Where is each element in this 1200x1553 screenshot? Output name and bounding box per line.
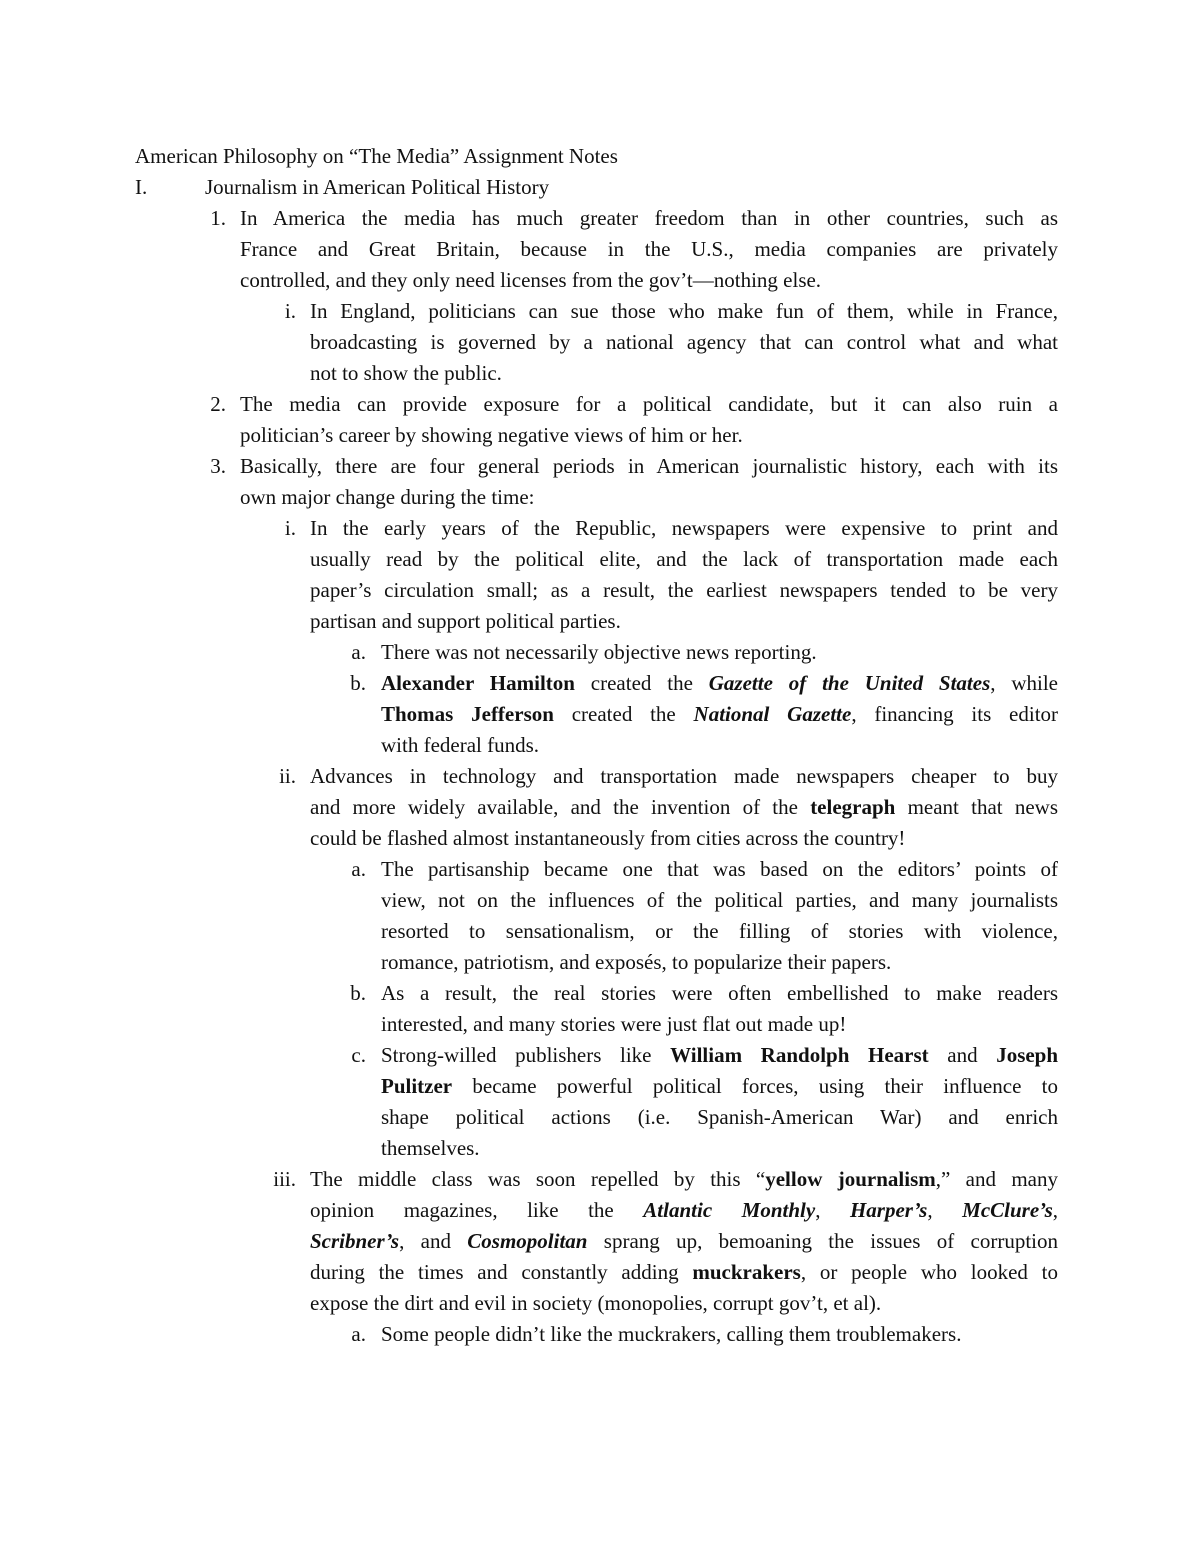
bold-italic-title: Scribner’s: [310, 1229, 400, 1253]
item3-i-line2: usually read by the political elite, and the lack of transportation made each: [310, 547, 1058, 571]
inline-text: and more widely available, and the invention of the: [310, 795, 798, 819]
item3-iii-line1: [310, 1164, 1058, 1195]
item3-i-b-line2: [381, 699, 1058, 730]
list-marker: i.: [284, 299, 296, 323]
item3-ii-c-line3: shape political actions (i.e. Spanish-American War) and enrich: [381, 1105, 1058, 1129]
inline-text: , financing its editor: [851, 702, 1059, 726]
item2-line1: The media can provide exposure for a political candidate, but it can also ruin a: [240, 392, 1058, 416]
list-marker: b.: [350, 981, 366, 1005]
list-marker: b.: [350, 671, 366, 695]
bold-italic-title: McClure’s: [962, 1198, 1053, 1222]
inline-text: created the: [571, 702, 676, 726]
list-marker: 2.: [210, 392, 226, 416]
list-marker: iii.: [273, 1167, 296, 1191]
bold-italic-title: Gazette of the United States: [708, 671, 991, 695]
item1-i-line1: In England, politicians can sue those who make fun of them, while in France,: [310, 299, 1058, 323]
bold-italic-title: Cosmopolitan: [467, 1229, 588, 1253]
item1-line2: France and Great Britain, because in the U.S., media companies are privately: [240, 237, 1058, 261]
bold-name: Thomas Jefferson: [381, 702, 554, 726]
item3-iii-line5: expose the dirt and evil in society (monopolies, corrupt gov’t, et al).: [310, 1291, 882, 1315]
bold-term: telegraph: [810, 795, 896, 819]
inline-text: ,: [815, 1198, 821, 1222]
list-marker: a.: [351, 1322, 366, 1346]
inline-text: and: [947, 1043, 978, 1067]
inline-text: created the: [590, 671, 693, 695]
inline-text: opinion magazines, like the: [310, 1198, 614, 1222]
bold-term: yellow journalism: [765, 1167, 936, 1191]
item1-i-line3: not to show the public.: [310, 361, 502, 385]
item3-ii-a-line3: resorted to sensationalism, or the filling of stories with violence,: [381, 919, 1058, 943]
item3-i-b-line3: with federal funds.: [381, 733, 540, 757]
bold-italic-title: National Gazette: [693, 702, 852, 726]
list-marker: c.: [351, 1043, 366, 1067]
item3-i-line1: In the early years of the Republic, newspapers were expensive to print and: [310, 516, 1058, 540]
item3-ii-line2: [310, 792, 1058, 823]
item3-line1: Basically, there are four general periods in American journalistic history, each with its: [240, 454, 1058, 478]
item2-line2: politician’s career by showing negative views of him or her.: [240, 423, 743, 447]
item3-ii-c-line2: [381, 1071, 1058, 1102]
list-marker: a.: [351, 857, 366, 881]
item1-line1: In America the media has much greater freedom than in other countries, such as: [240, 206, 1058, 230]
item3-ii-a-line4: romance, patriotism, and exposés, to popularize their papers.: [381, 950, 892, 974]
bold-name: Pulitzer: [381, 1074, 453, 1098]
inline-text: The middle class was soon repelled by this “: [310, 1167, 766, 1191]
inline-text: sprang up, bemoaning the issues of corruption: [603, 1229, 1059, 1253]
list-marker: ii.: [279, 764, 296, 788]
list-marker: 3.: [210, 454, 226, 478]
bold-name: William Randolph Hearst: [670, 1043, 929, 1067]
inline-text: meant that news: [907, 795, 1058, 819]
item3-iii-line2: [310, 1195, 1058, 1226]
inline-text: ,: [1052, 1198, 1059, 1222]
item3-line2: own major change during the time:: [240, 485, 535, 509]
item1-i-line2: broadcasting is governed by a national agency that can control what and what: [310, 330, 1058, 354]
bold-italic-title: Atlantic Monthly: [643, 1198, 816, 1222]
inline-text: ,: [927, 1198, 933, 1222]
item3-ii-b-line1: As a result, the real stories were often embellished to make readers: [381, 981, 1058, 1005]
bold-name: Alexander Hamilton: [381, 671, 575, 695]
inline-text: became powerful political forces, using their influence to: [472, 1074, 1058, 1098]
list-marker: 1.: [210, 206, 226, 230]
list-marker: a.: [351, 640, 366, 664]
bold-name: Joseph: [996, 1043, 1059, 1067]
document-title: American Philosophy on “The Media” Assignment Notes: [135, 144, 618, 168]
bold-italic-title: Harper’s: [849, 1198, 928, 1222]
item3-i-line4: partisan and support political parties.: [310, 609, 621, 633]
inline-text: , while: [990, 671, 1058, 695]
inline-text: , and: [399, 1229, 451, 1253]
list-marker: i.: [284, 516, 296, 540]
item3-ii-a-line1: The partisanship became one that was based on the editors’ points of: [381, 857, 1058, 881]
item3-ii-c-line4: themselves.: [381, 1136, 480, 1160]
item3-ii-b-line2: interested, and many stories were just flat out made up!: [381, 1012, 847, 1036]
inline-text: , or people who looked to: [800, 1260, 1059, 1284]
section-marker: I.: [135, 175, 148, 199]
item3-ii-line1: Advances in technology and transportation made newspapers cheaper to buy: [310, 764, 1058, 788]
item3-i-b-line1: [381, 668, 1058, 699]
inline-text: ,” and many: [935, 1167, 1058, 1191]
section-heading: Journalism in American Political History: [205, 175, 550, 199]
inline-text: Strong-willed publishers like: [381, 1043, 652, 1067]
item3-i-line3: paper’s circulation small; as a result, the earliest newspapers tended to be very: [310, 578, 1058, 602]
item3-i-a-line1: There was not necessarily objective news reporting.: [381, 640, 817, 664]
item3-ii-a-line2: view, not on the influences of the political parties, and many journalists: [381, 888, 1058, 912]
bold-term: muckrakers: [692, 1260, 801, 1284]
item3-ii-line3: could be flashed almost instantaneously from cities across the country!: [310, 826, 906, 850]
item1-line3: controlled, and they only need licenses from the gov’t—nothing else.: [240, 268, 822, 292]
inline-text: during the times and constantly adding: [310, 1260, 679, 1284]
item3-ii-c-line1: [381, 1040, 1058, 1071]
item3-iii-a-line1: Some people didn’t like the muckrakers, calling them troublemakers.: [381, 1322, 962, 1346]
item3-iii-line3: [310, 1226, 1058, 1257]
item3-iii-line4: [310, 1257, 1058, 1288]
